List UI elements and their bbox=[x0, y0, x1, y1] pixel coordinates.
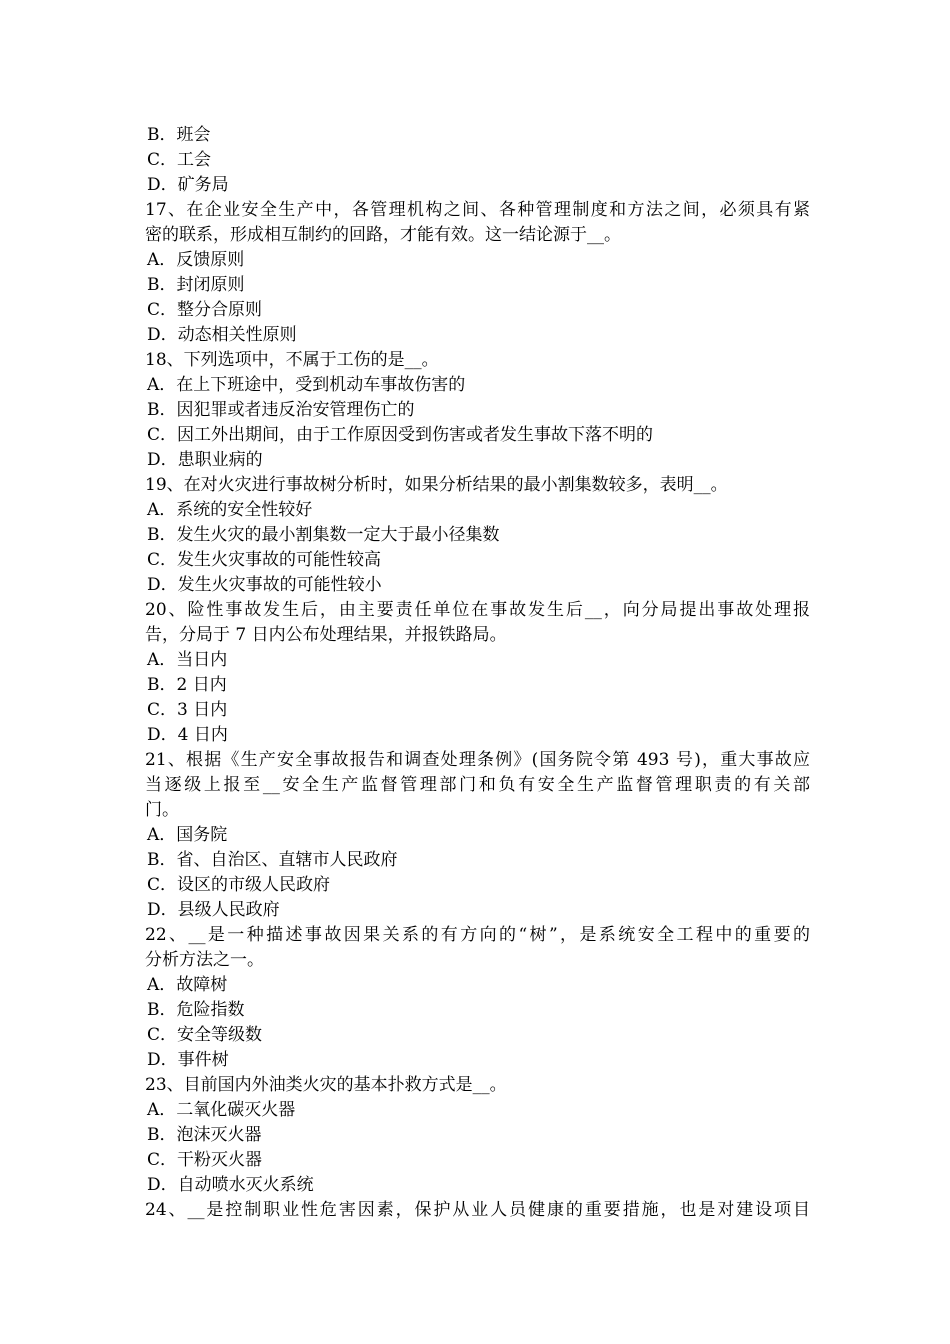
answer-option: B．泡沫灭火器 bbox=[147, 1125, 262, 1145]
question-text: 22、__是一种描述事故因果关系的有方向的“树”，是系统安全工程中的重要的 bbox=[145, 925, 810, 945]
answer-option: D．发生火灾事故的可能性较小 bbox=[147, 575, 382, 595]
answer-option: B．危险指数 bbox=[147, 1000, 245, 1020]
question-text: 20、险性事故发生后，由主要责任单位在事故发生后__，向分局提出事故处理报 bbox=[145, 600, 810, 620]
answer-option: A．反馈原则 bbox=[147, 250, 245, 270]
answer-option: B．因犯罪或者违反治安管理伤亡的 bbox=[147, 400, 415, 420]
question-text: 门。 bbox=[145, 800, 179, 820]
question-text: 18、下列选项中，不属于工伤的是__。 bbox=[145, 350, 439, 370]
question-text: 21、根据《生产安全事故报告和调查处理条例》(国务院令第 493 号)，重大事故应 bbox=[145, 750, 810, 770]
answer-option: C．干粉灭火器 bbox=[147, 1150, 263, 1170]
answer-option: A．当日内 bbox=[147, 650, 228, 670]
answer-option: A．在上下班途中，受到机动车事故伤害的 bbox=[147, 375, 466, 395]
document-page bbox=[145, 123, 810, 1223]
answer-option: D．4 日内 bbox=[147, 725, 228, 745]
answer-option: D．自动喷水灭火系统 bbox=[147, 1175, 314, 1195]
answer-option: D．事件树 bbox=[147, 1050, 229, 1070]
answer-option: B．省、自治区、直辖市人民政府 bbox=[147, 850, 398, 870]
answer-option: C．发生火灾事故的可能性较高 bbox=[147, 550, 382, 570]
answer-option: C．因工外出期间，由于工作原因受到伤害或者发生事故下落不明的 bbox=[147, 425, 654, 445]
answer-option: C．3 日内 bbox=[147, 700, 228, 720]
answer-option: B．班会 bbox=[147, 125, 211, 145]
answer-option: A．故障树 bbox=[147, 975, 228, 995]
answer-option: D．县级人民政府 bbox=[147, 900, 280, 920]
question-text: 17、在企业安全生产中，各管理机构之间、各种管理制度和方法之间，必须具有紧 bbox=[145, 200, 810, 220]
answer-option: D．矿务局 bbox=[147, 175, 229, 195]
answer-option: B．发生火灾的最小割集数一定大于最小径集数 bbox=[147, 525, 500, 545]
answer-option: A．二氧化碳灭火器 bbox=[147, 1100, 296, 1120]
answer-option: C．安全等级数 bbox=[147, 1025, 263, 1045]
answer-option: B．2 日内 bbox=[147, 675, 227, 695]
question-text: 19、在对火灾进行事故树分析时，如果分析结果的最小割集数较多，表明__。 bbox=[145, 475, 728, 495]
question-text: 密的联系，形成相互制约的回路，才能有效。这一结论源于__。 bbox=[145, 225, 621, 245]
question-text: 当逐级上报至__安全生产监督管理部门和负有安全生产监督管理职责的有关部 bbox=[145, 775, 810, 795]
answer-option: C．工会 bbox=[147, 150, 212, 170]
answer-option: A．国务院 bbox=[147, 825, 228, 845]
question-text: 24、__是控制职业性危害因素，保护从业人员健康的重要措施，也是对建设项目 bbox=[145, 1200, 810, 1220]
question-text: 23、目前国内外油类火灾的基本扑救方式是__。 bbox=[145, 1075, 507, 1095]
question-text: 告，分局于 7 日内公布处理结果，并报铁路局。 bbox=[145, 625, 507, 645]
answer-option: D．患职业病的 bbox=[147, 450, 263, 470]
answer-option: A．系统的安全性较好 bbox=[147, 500, 313, 520]
answer-option: B．封闭原则 bbox=[147, 275, 245, 295]
answer-option: C．整分合原则 bbox=[147, 300, 263, 320]
question-text: 分析方法之一。 bbox=[145, 950, 264, 970]
answer-option: D．动态相关性原则 bbox=[147, 325, 297, 345]
answer-option: C．设区的市级人民政府 bbox=[147, 875, 331, 895]
